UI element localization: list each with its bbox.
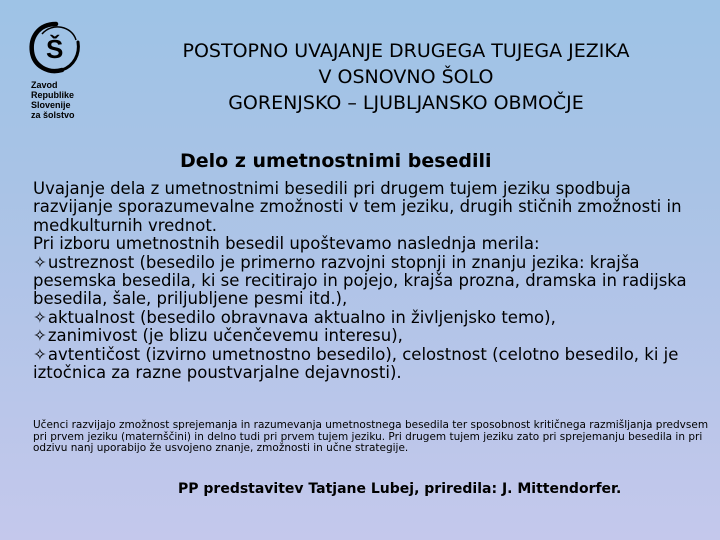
bullet-icon: ✧: [33, 252, 47, 272]
criteria-item: [33, 254, 713, 309]
logo-line: Zavod: [31, 80, 58, 90]
criteria-item: [33, 309, 713, 327]
title-line-2: V OSNOVNO ŠOLO: [318, 66, 494, 88]
logo-line: Slovenije: [31, 100, 71, 110]
note-paragraph: Učenci razvijajo zmožnost sprejemanja in razumevanja umetnostnega besedila ter sposobnost kritičnega razmišljanja predvsem pri prvem jeziku (maternščini) in delno tudi pri prvem tujem jeziku. Pri drugem tujem jeziku zato pri sprejemanju besedila in pri odzivu nanj uporabijo že usvojeno znanje, zmožnosti in učne strategije.: [33, 419, 709, 454]
criteria-text: zanimivost (je blizu učenčevemu interesu),: [47, 326, 403, 346]
zrss-logo-mark: [22, 18, 92, 80]
bullet-icon: ✧: [33, 344, 47, 364]
criteria-item: [33, 327, 713, 345]
bullet-icon: ✧: [33, 307, 47, 327]
criteria-text: aktualnost (besedilo obravnava aktualno in življenjsko temo),: [47, 307, 556, 327]
logo-line: Republike: [31, 90, 75, 100]
logo-letter: Š: [46, 34, 64, 64]
credit-line: PP predstavitev Tatjane Lubej, priredila: J. Mittendorfer.: [178, 481, 622, 497]
criteria-item: [33, 346, 713, 383]
logo-text: [31, 80, 75, 120]
criteria-text: ustreznost (besedilo je primerno razvojni stopnji in znanju jezika: krajša pesemska besedila, ki se recitirajo in pojejo, krajša prozna, dramska in radijska besedila, šale, priljubljene pesmi itd.),: [33, 252, 687, 309]
bullet-icon: ✧: [33, 326, 47, 346]
criteria-text: avtentičost (izvirno umetnostno besedilo), celostnost (celotno besedilo, ki je iztočnica za razne poustvarjalne dejavnosti).: [33, 344, 679, 383]
title-line-1: POSTOPNO UVAJANJE DRUGEGA TUJEGA JEZIKA: [182, 40, 630, 62]
criteria-intro: Pri izboru umetnostnih besedil upoštevamo naslednja merila:: [33, 234, 540, 254]
section-subtitle: Delo z umetnostnimi besedili: [180, 150, 492, 172]
body-text: [33, 180, 713, 382]
logo-line: za šolstvo: [31, 110, 75, 120]
intro-paragraph: Uvajanje dela z umetnostnimi besedili pri drugem tujem jeziku spodbuja razvijanje sporazumevalne zmožnosti v tem jeziku, drugih stičnih zmožnosti in medkulturnih vrednot.: [33, 179, 682, 235]
title-line-3: GORENJSKO – LJUBLJANSKO OBMOČJE: [228, 92, 584, 114]
page-title: [100, 38, 712, 116]
